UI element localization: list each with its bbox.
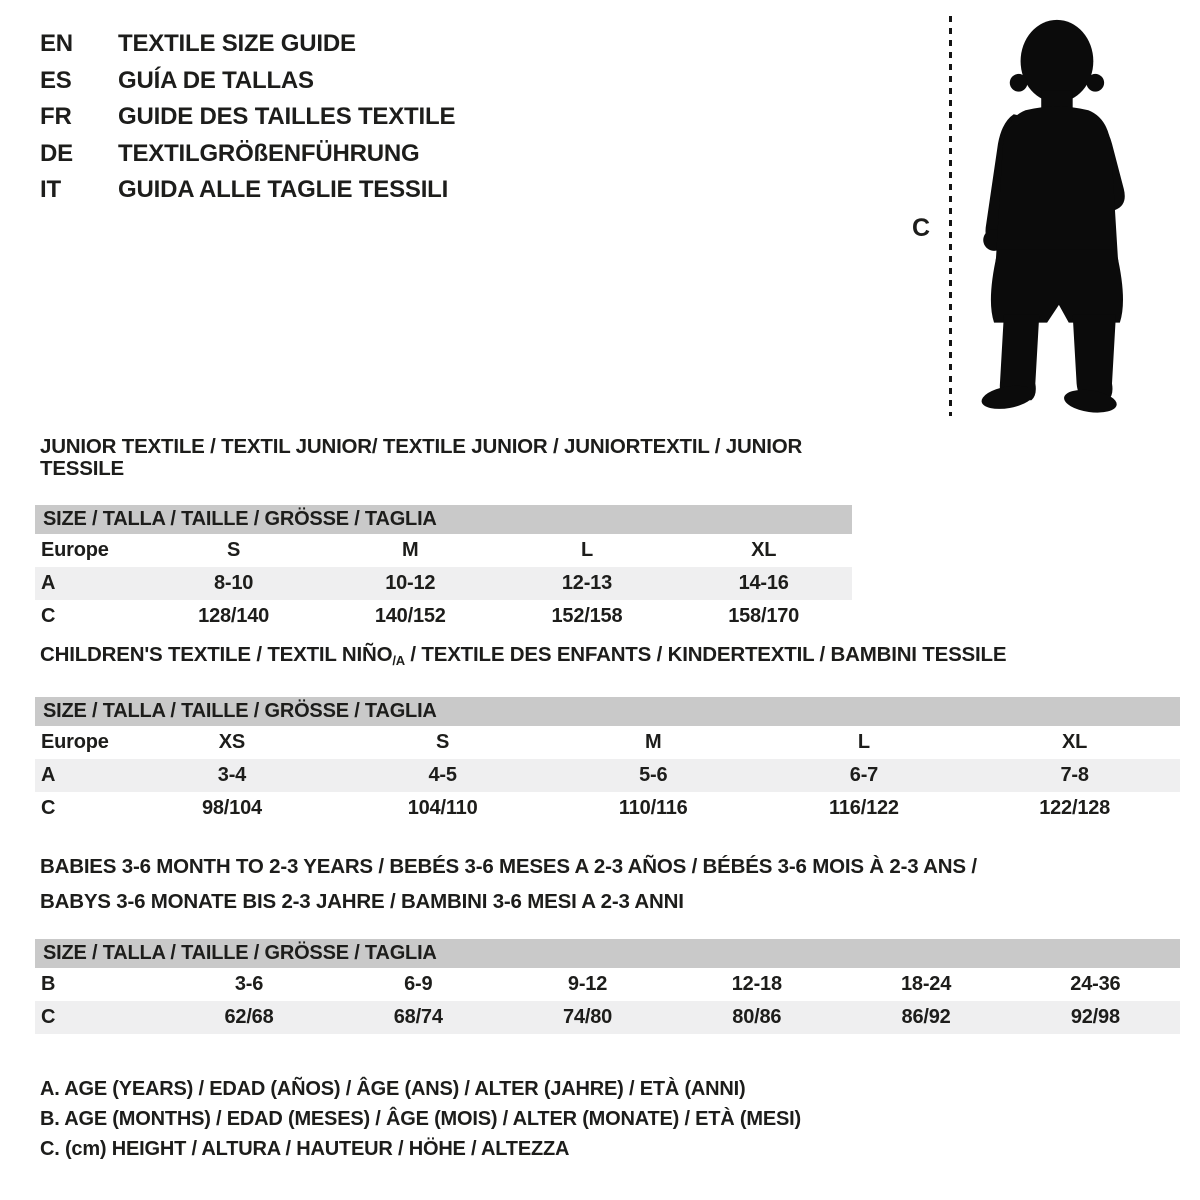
table-cell: 18-24 (900, 973, 952, 995)
table-cell: 74/80 (563, 1006, 613, 1028)
table-row-age-years (35, 759, 1180, 792)
toddler-silhouette-icon (970, 12, 1138, 415)
size-header-bar: SIZE / TALLA / TAILLE / GRÖSSE / TAGLIA (35, 697, 1180, 726)
table-cell: 9-12 (567, 973, 608, 995)
guide-title: GUIDA ALLE TAGLIE TESSILI (118, 176, 449, 204)
table-cell: 6-9 (404, 973, 433, 995)
table-cell: XL (751, 539, 777, 561)
table-cell: 104/110 (407, 797, 478, 819)
table-cell: L (857, 731, 870, 753)
table-cell: L (580, 539, 593, 561)
guide-title: TEXTILGRÖßENFÜHRUNG (118, 139, 420, 167)
children-size-table (35, 726, 1180, 825)
table-cell: XL (1062, 731, 1088, 753)
row-label: A (41, 572, 56, 594)
section-title-junior: JUNIOR TEXTILE / TEXTIL JUNIOR/ TEXTILE JUNIOR / JUNIORTEXTIL / JUNIOR TESSILE (40, 435, 803, 480)
table-cell: 3-4 (217, 764, 247, 786)
table-cell: S (436, 731, 450, 753)
language-code: EN (40, 30, 73, 58)
table-cell: 12-18 (731, 973, 782, 995)
table-row-height (35, 792, 1180, 825)
row-label: C (41, 605, 56, 627)
babies-size-table (35, 968, 1180, 1034)
title-text: / TEXTILE DES ENFANTS / KINDERTEXTIL / BAMBINI TESSILE (404, 643, 1007, 666)
junior-size-table (35, 534, 852, 633)
row-label: C (41, 797, 56, 819)
height-measure-label: C (912, 214, 930, 242)
row-label: Europe (41, 539, 109, 561)
table-cell: 8-10 (214, 572, 254, 594)
title-text: CHILDREN'S TEXTILE / TEXTIL NIÑO (40, 643, 393, 666)
guide-title: GUIDE DES TAILLES TEXTILE (118, 103, 456, 131)
row-label: C (41, 1006, 56, 1028)
table-row-age-months (35, 968, 1180, 1001)
table-cell: 86/92 (901, 1006, 951, 1028)
table-cell: 7-8 (1060, 764, 1089, 786)
table-cell: 5-6 (639, 764, 668, 786)
title-line-1: BABIES 3-6 MONTH TO 2-3 YEARS / BEBÉS 3-6 MESES A 2-3 AÑOS / BÉBÉS 3-6 MOIS À 2-3 ANS / (40, 855, 977, 878)
guide-title: TEXTILE SIZE GUIDE (118, 30, 356, 58)
size-header-bar: SIZE / TALLA / TAILLE / GRÖSSE / TAGLIA (35, 939, 1180, 968)
row-label: Europe (41, 731, 109, 753)
legend-line-age-months: B. AGE (MONTHS) / EDAD (MESES) / ÂGE (MOIS) / ALTER (MONATE) / ETÀ (MESI) (40, 1108, 801, 1130)
table-cell: 92/98 (1070, 1006, 1120, 1028)
table-cell: 140/152 (374, 605, 446, 627)
table-cell: 110/116 (618, 797, 688, 819)
table-cell: 12-13 (561, 572, 613, 594)
table-cell: 80/86 (732, 1006, 782, 1028)
section-title-babies (40, 849, 1180, 919)
table-cell: 4-5 (428, 764, 457, 786)
table-cell: M (645, 731, 662, 753)
table-cell: 68/74 (393, 1006, 443, 1028)
section-babies-textile (35, 849, 1180, 1034)
table-cell: 116/122 (829, 797, 899, 819)
title-line-2: BABYS 3-6 MONATE BIS 2-3 JAHRE / BAMBINI 3-6 MESI A 2-3 ANNI (40, 890, 684, 913)
table-cell: 152/158 (551, 605, 623, 627)
row-label: A (41, 764, 56, 786)
table-cell: 122/128 (1039, 797, 1111, 819)
title-subscript: /A (392, 653, 405, 668)
guide-title: GUÍA DE TALLAS (118, 66, 314, 94)
language-code: DE (40, 139, 73, 167)
size-header-bar: SIZE / TALLA / TAILLE / GRÖSSE / TAGLIA (35, 505, 852, 534)
language-row (40, 63, 455, 100)
table-row-height (35, 600, 852, 633)
table-cell: S (227, 539, 241, 561)
measurement-legend (40, 1074, 801, 1164)
row-label: B (41, 973, 56, 995)
table-row-height (35, 1001, 1180, 1034)
height-measure-dashed-line (949, 16, 952, 416)
table-cell: 6-7 (849, 764, 879, 786)
language-row (40, 136, 455, 173)
table-cell: 14-16 (738, 572, 789, 594)
table-cell: 3-6 (234, 973, 264, 995)
language-title-list (40, 26, 455, 209)
table-row-europe (35, 534, 852, 567)
legend-line-height: C. (cm) HEIGHT / ALTURA / HAUTEUR / HÖHE / ALTEZZA (40, 1138, 570, 1160)
table-cell: M (402, 539, 419, 561)
legend-line-age-years: A. AGE (YEARS) / EDAD (AÑOS) / ÂGE (ANS) / ALTER (JAHRE) / ETÀ (ANNI) (40, 1078, 746, 1100)
language-code: ES (40, 66, 72, 94)
table-cell: 158/170 (728, 605, 800, 627)
language-row (40, 26, 455, 63)
section-title-children (40, 644, 1180, 672)
table-cell: XS (218, 731, 246, 753)
language-code: FR (40, 103, 72, 131)
table-row-age-years (35, 567, 852, 600)
table-cell: 98/104 (201, 797, 262, 819)
section-junior-textile (35, 436, 852, 633)
table-row-europe (35, 726, 1180, 759)
table-cell: 62/68 (224, 1006, 274, 1028)
language-row (40, 99, 455, 136)
table-cell: 128/140 (198, 605, 270, 627)
language-code: IT (40, 176, 61, 204)
table-cell: 10-12 (385, 572, 436, 594)
section-children-textile (35, 644, 1180, 825)
table-cell: 24-36 (1070, 973, 1121, 995)
language-row (40, 172, 455, 209)
